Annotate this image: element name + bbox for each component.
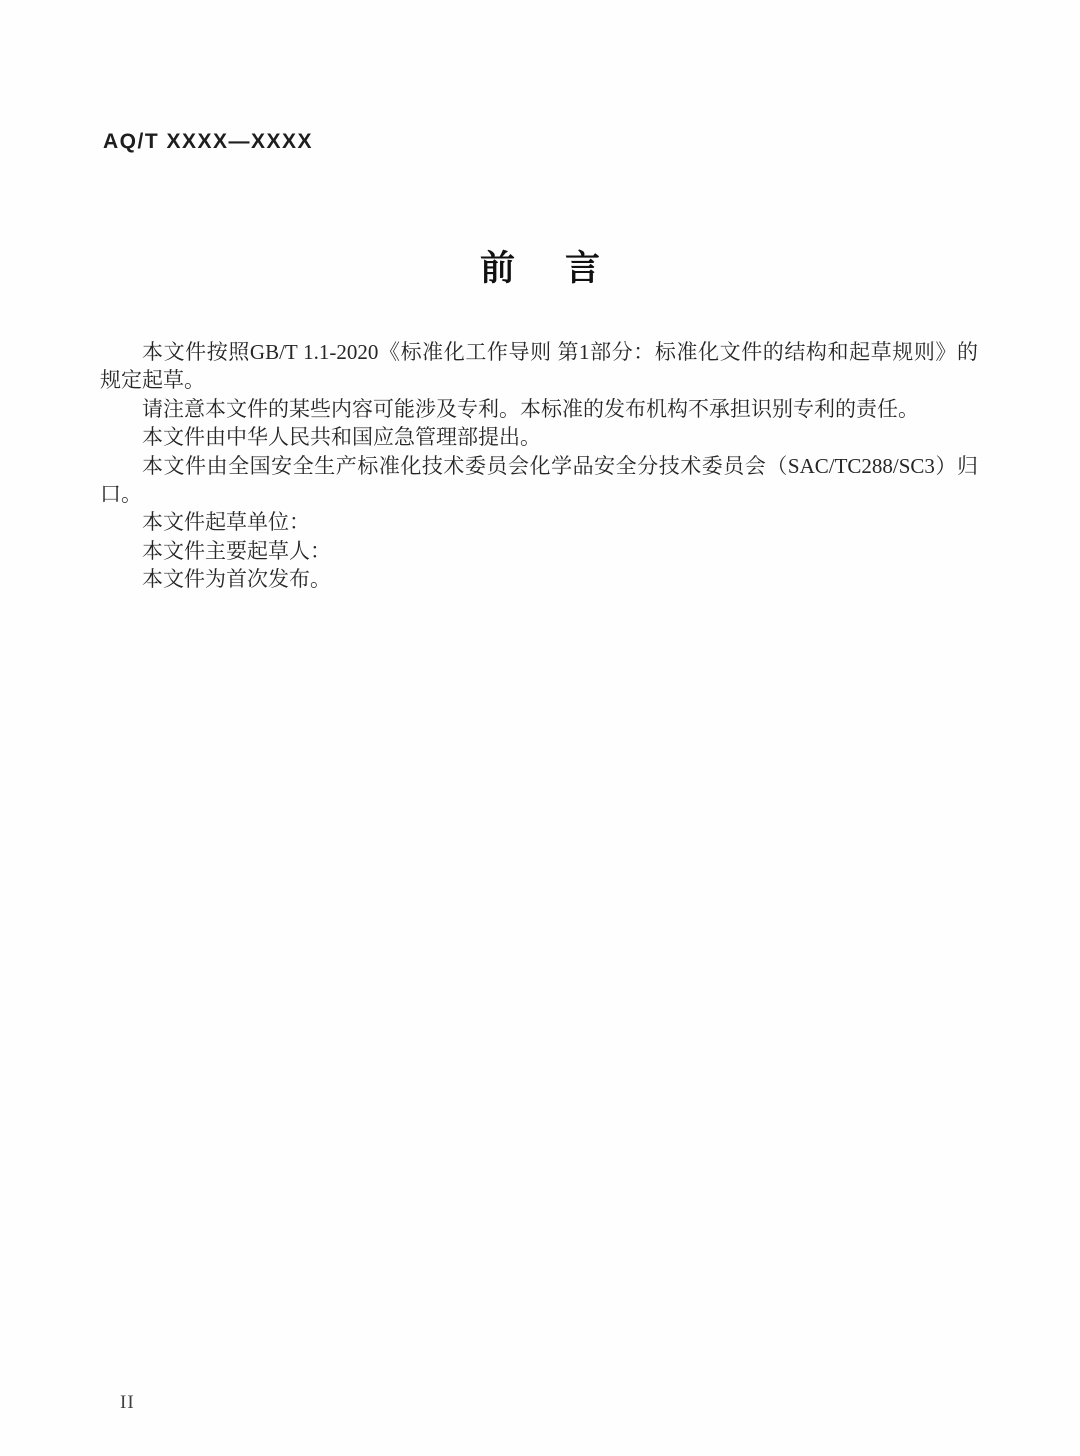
foreword-body [100, 338, 978, 594]
paragraph-proposed-by: 本文件由中华人民共和国应急管理部提出。 [142, 425, 541, 450]
foreword-title-char-left: 前 [479, 249, 515, 288]
paragraph-centralized-by: 本文件由全国安全生产标准化技术委员会化学品安全分技术委员会（SAC/TC288/SC3）归口。 [100, 453, 978, 507]
page-number: II [120, 1392, 135, 1413]
paragraph-main-drafters: 本文件主要起草人： [142, 538, 331, 563]
foreword-title-char-right: 言 [565, 249, 601, 288]
foreword-title [0, 241, 1080, 291]
paragraph-drafting-rules: 本文件按照GB/T 1.1-2020《标准化工作导则 第1部分：标准化文件的结构和起草规则》的规定起草。 [100, 340, 978, 393]
paragraph-patent-notice: 请注意本文件的某些内容可能涉及专利。本标准的发布机构不承担识别专利的责任。 [142, 396, 919, 421]
paragraph-drafting-organizations: 本文件起草单位： [142, 510, 310, 535]
paragraph-first-issue: 本文件为首次发布。 [142, 567, 331, 592]
standard-number-header: AQ/T XXXX—XXXX [103, 130, 314, 153]
